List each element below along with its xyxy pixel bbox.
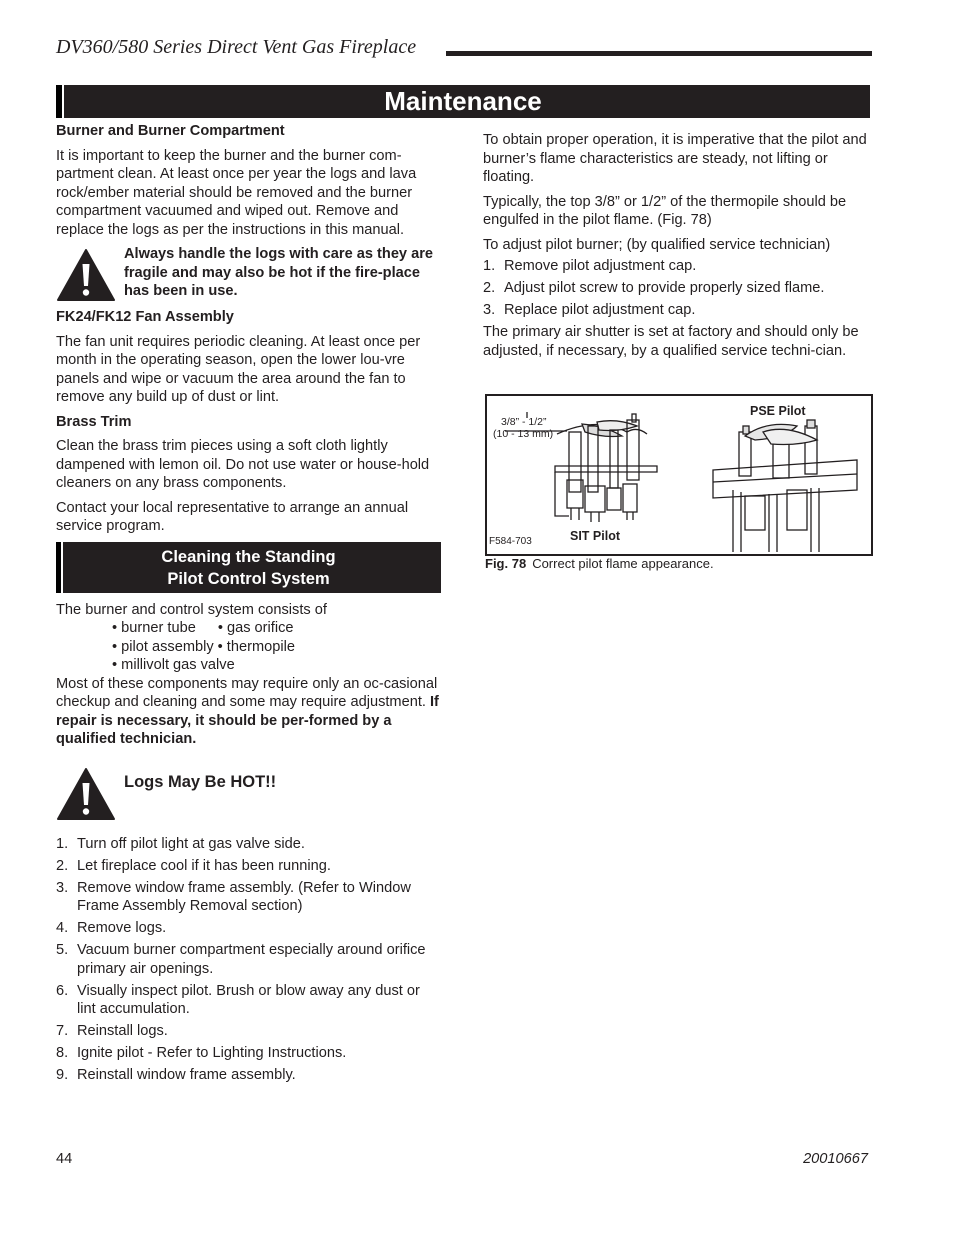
document-header-title: DV360/580 Series Direct Vent Gas Fireplace xyxy=(56,36,417,58)
list-item: 6. Visually inspect pilot. Brush or blow away any dust or lint accumulation. xyxy=(56,982,420,1017)
component-item: • millivolt gas valve xyxy=(112,657,235,673)
logs-warning-block xyxy=(56,245,441,302)
list-item: 4. Remove logs. xyxy=(56,920,167,936)
header-rule xyxy=(446,51,872,56)
component-item: • gas orifice xyxy=(217,620,294,636)
component-item: • pilot assembly xyxy=(112,638,214,655)
consists-text: The burner and control system consists of xyxy=(56,601,327,618)
air-shutter-paragraph: The primary air shutter is set at factory and should only be adjusted, if necessary, by a qualified service techni-cian. xyxy=(483,324,859,359)
list-item: 3. Remove window frame assembly. (Refer to Window Frame Assembly Removal section) xyxy=(56,879,411,914)
brass-paragraph: Clean the brass trim pieces using a soft cloth lightly dampened with lemon oil. Do not use water or house-hold cleaners on any brass components. xyxy=(56,438,430,491)
warning-icon xyxy=(56,248,116,302)
cleaning-banner-line2: Pilot Control System xyxy=(167,569,330,588)
list-item: 1. Turn off pilot light at gas valve side. xyxy=(56,835,305,852)
right-column xyxy=(483,131,871,366)
contact-paragraph: Contact your local representative to arrange an annual service program. xyxy=(56,499,409,534)
burner-paragraph: It is important to keep the burner and the burner com-partment clean. At least once per year the logs and lava rock/ember material should be removed and the burner compartment vacuumed and wiped out. Remove and replace the logs as per the instructions in this manual. xyxy=(56,147,417,238)
component-item: • thermopile xyxy=(217,638,295,655)
section-banner xyxy=(56,85,870,118)
cleaning-banner xyxy=(56,542,441,593)
section-banner-title: Maintenance xyxy=(384,86,542,116)
list-item: 1. Remove pilot adjustment cap. xyxy=(483,258,697,274)
dimension-label-line1: 3/8” - 1/2” xyxy=(501,416,547,428)
thermopile-paragraph: Typically, the top 3/8” or 1/2” of the thermopile should be engulfed in the pilot flame. (Fig. 78) xyxy=(483,193,847,228)
list-item: 5. Vacuum burner compartment especially around orifice primary air openings. xyxy=(56,942,426,977)
dimension-label-line2: (10 - 13 mm) xyxy=(493,428,554,440)
pse-pilot-label: PSE Pilot xyxy=(750,404,806,418)
burner-heading: Burner and Burner Compartment xyxy=(56,123,285,139)
adjust-intro: To adjust pilot burner; (by qualified service technician) xyxy=(483,236,831,253)
component-item: • burner tube xyxy=(112,620,196,636)
list-item: 2. Let fireplace cool if it has been running. xyxy=(56,857,331,874)
adjust-steps xyxy=(483,257,871,320)
fan-heading: FK24/FK12 Fan Assembly xyxy=(56,309,234,325)
cleaning-banner-line1: Cleaning the Standing xyxy=(161,547,336,566)
hot-warning-block xyxy=(56,767,441,821)
banner-accent xyxy=(56,542,63,593)
list-item: 7. Reinstall logs. xyxy=(56,1023,168,1039)
fan-paragraph: The fan unit requires periodic cleaning. At least once per month in the operating season, open the lower lou-vre panels and wipe or vacuum the area around the fan to remove any build up of dust or lint. xyxy=(56,333,421,405)
figure-caption-text: Correct pilot flame appearance. xyxy=(532,556,714,571)
cleaning-steps xyxy=(56,835,441,1085)
list-item: 3. Replace pilot adjustment cap. xyxy=(483,302,696,318)
checkup-paragraph xyxy=(56,675,441,749)
list-item: 2. Adjust pilot screw to provide properly sized flame. xyxy=(483,280,825,296)
list-item: 8. Ignite pilot - Refer to Lighting Instructions. xyxy=(56,1045,347,1061)
figure-caption-label: Fig. 78 xyxy=(485,556,527,571)
figure-code: F584-703 xyxy=(489,536,532,547)
hot-warning-text: Logs May Be HOT!! xyxy=(124,773,277,792)
flame-paragraph: To obtain proper operation, it is imperative that the pilot and burner’s flame characteristics are steady, not lifting or floating. xyxy=(483,132,867,185)
logs-warning-text: Always handle the logs with care as they are fragile and may also be hot if the fire-place has been in use. xyxy=(124,246,434,299)
list-item: 9. Reinstall window frame assembly. xyxy=(56,1067,296,1083)
brass-heading: Brass Trim xyxy=(56,413,132,430)
document-number: 20010667 xyxy=(803,1151,868,1167)
figure-caption xyxy=(485,556,714,571)
left-column xyxy=(56,122,441,1088)
page-number: 44 xyxy=(56,1151,73,1167)
pilot-figure xyxy=(485,394,873,556)
checkup-text: Most of these components may require only an oc-casional checkup and cleaning and some may require adjustment. xyxy=(56,675,438,710)
component-list xyxy=(112,619,441,675)
checkup-bold: If repair is necessary, it should be per-formed by a qualified technician. xyxy=(56,694,439,747)
sit-pilot-label: SIT Pilot xyxy=(570,529,620,543)
warning-icon xyxy=(56,767,116,821)
banner-accent xyxy=(56,85,64,118)
